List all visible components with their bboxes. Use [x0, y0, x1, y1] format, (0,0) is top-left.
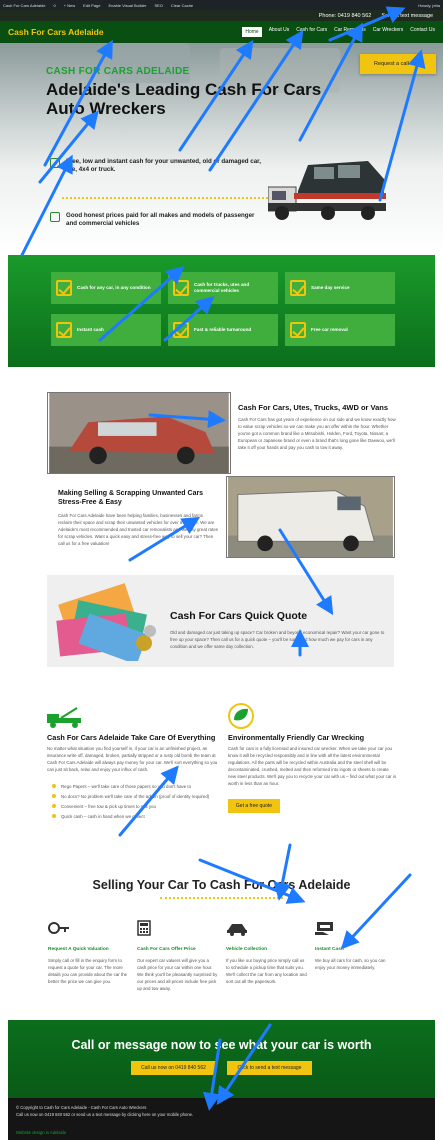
list-item: Convenient – free tow & pick up times to suit you [52, 803, 222, 810]
step-body: Simply call or fill in the enquiry form to request a quote for your car. The more details you can provide about the car the better the price we can give you. [48, 958, 128, 984]
tow-car-icon [226, 920, 250, 936]
step-body: Our expert car valuers will give you a cash price for your car within one hour. We think you'll be pleasantly surprised by our prices and all prices include free pick up and tow away. [137, 958, 218, 991]
cta-band [8, 1020, 435, 1098]
check-icon [173, 322, 189, 338]
step-body: If you like our buying price simply call us to schedule a pickup time that suits you. We'll collect the car from any location and sort out all the paperwork. [226, 958, 307, 984]
step-title: Cash For Cars Offer Price [137, 947, 196, 952]
quote-title: Cash For Cars Quick Quote [170, 610, 308, 622]
admin-howdy[interactable]: Howdy, jetta [418, 2, 440, 8]
step-column [48, 920, 130, 985]
quote-body: Old and damaged car just taking up space? Car broken and beyond economical repair? Want your car gone to free up your space? Then call us for a quick quote – you'll be surprised how much we pay for cars in any condition and we offer same day collection. [170, 630, 385, 649]
nav-cash-for-cars[interactable]: Cash for Cars [296, 27, 328, 33]
list-item: Rego Papers – we'll take care of those papers so you don't have to [52, 783, 222, 790]
phone-link[interactable]: Phone: 0419 840 562 [318, 12, 372, 19]
calculator-icon [137, 920, 151, 936]
step-title: Instant Cash [315, 947, 344, 952]
white-van-photo [226, 476, 395, 558]
care-list [52, 783, 222, 823]
step-title: Vehicle Collection [226, 947, 268, 952]
footer-credit-link[interactable]: Website design in Adelaide [16, 1130, 67, 1135]
dotted-divider [160, 897, 283, 899]
hero-bullet [50, 212, 265, 228]
wrecked-car-photo [47, 392, 231, 474]
key-icon [48, 920, 70, 936]
nav-contact[interactable]: Contact Us [410, 27, 435, 33]
hero-bullet-text: Good honest prices paid for all makes and models of passenger and commercial vehicles [66, 212, 255, 227]
sell-title: Selling Your Car To Cash For Cars Adelaide [92, 878, 351, 892]
hero-bullet-text: Free, low and instant cash for your unwanted, old or damaged car, ute, 4x4 or truck. [66, 158, 261, 173]
call-us-button[interactable]: Call us now on 0419 840 562 [131, 1061, 216, 1075]
top-contact-strip [0, 10, 443, 21]
thumbs-up-icon [50, 212, 60, 222]
wp-admin-bar [0, 0, 443, 10]
check-icon [173, 280, 189, 296]
eco-body: Cash for cars is a fully licensed and insured car wrecker. When we take your car you know it will be recycled responsibly and in line with all the latest environmental regulations. All the parts will be recycled within Australia and the steel shell will be decontaminated, crushed, melted and then reformed into ingots or sheets to create new steel products. We'll pay you to recycle your car with us – find out what your car is worth in less than an hour. [228, 746, 397, 786]
hero-bg-car [110, 43, 190, 83]
main-nav [0, 21, 443, 43]
admin-edit[interactable]: Edit Page [83, 2, 101, 8]
menu [242, 27, 435, 37]
nav-car-removals[interactable]: Car Removals [334, 27, 366, 33]
list-item: No docs? No problem we'll take care of the admin (proof of identity required) [52, 793, 222, 800]
hero-bullet [50, 158, 265, 174]
site-logo[interactable]: Cash For Cars Adelaide [8, 27, 104, 37]
section1-title: Cash For Cars, Utes, Trucks, 4WD or Vans [238, 403, 389, 412]
feature-card: Fast & reliable turnaround [168, 314, 278, 346]
text-message-link[interactable]: Send a text message [381, 12, 433, 19]
cash-hand-icon [315, 920, 337, 936]
get-free-quote-button[interactable]: Get a free quote [228, 799, 280, 813]
feature-card: Free car removal [285, 314, 395, 346]
step-column [137, 920, 219, 992]
send-text-button[interactable]: Click to send a text message [227, 1061, 312, 1075]
check-icon [290, 280, 306, 296]
check-icon [290, 322, 306, 338]
check-icon [56, 280, 72, 296]
section1-body: Cash For Cars has got years of experience on our side and we know exactly how to value scrap vehicles so we can make you an offer within the hour. Whether you've got a common brand like a Mitsubishi, Holden, Ford, Toyota, Nissan; a European or Japanese brand or even a brand that's long gone like Daewoo, we'll take it off your hands and pay you cash to tow it away. [238, 417, 396, 450]
eco-title: Environmentally Friendly Car Wrecking [228, 733, 365, 742]
request-callback-button[interactable]: Request a call back [360, 54, 436, 74]
feature-card: Cash for any car, in any condition [51, 272, 161, 304]
nav-car-wreckers[interactable]: Car Wreckers [372, 27, 404, 33]
section2-title: Making Selling & Scrapping Unwanted Cars Stress-Free & Easy [58, 490, 204, 506]
admin-cache[interactable]: Clear Cache [170, 2, 194, 8]
dotted-divider [62, 197, 272, 199]
tow-truck-image [268, 145, 388, 230]
cta-title: Call or message now to see what your car is worth [71, 1038, 372, 1052]
footer-copyright: © Copyright to Cash for Cars Adelaide - Cash For Cars Auto Wreckers [16, 1105, 147, 1110]
feature-card: Cash for trucks, utes and commercial vehicles [168, 272, 278, 304]
tow-truck-icon [47, 706, 83, 728]
section2-body: Cash For Cars Adelaide have been helping families, businesses and farms reclaim their space and scrap their unwanted vehicles for over a decade. We are Adelaide's most recommended and trusted car removalists and we pay great rates for scrap vehicles. Want a quick easy and stress-free way to sell your car? Then call us for a free valuation! [58, 513, 218, 546]
cash-notes-image [52, 583, 162, 661]
admin-builder[interactable]: Enable Visual Builder [108, 2, 147, 8]
step-title: Request A Quick Valuation [48, 947, 109, 952]
step-column [315, 920, 397, 971]
admin-comments[interactable]: 0 [53, 2, 56, 8]
hero-title: Adelaide's Leading Cash For Cars Auto Wreckers [46, 80, 322, 118]
care-title: Cash For Cars Adelaide Take Care Of Everything [47, 733, 216, 742]
check-icon [56, 322, 72, 338]
footer [8, 1098, 435, 1140]
admin-seo[interactable]: SEO [154, 2, 163, 8]
hero-kicker: CASH FOR CARS ADELAIDE [46, 66, 190, 77]
leaf-icon [228, 703, 254, 729]
list-item: Quick cash – cash in hand when we collect [52, 813, 222, 820]
feature-card: Instant cash [51, 314, 161, 346]
thumbs-up-icon [50, 158, 60, 168]
step-body: We buy all cars for cash, so you can enjoy your money immediately. [315, 958, 386, 970]
nav-about[interactable]: About Us [268, 27, 290, 33]
step-column [226, 920, 308, 985]
nav-home[interactable]: Home [242, 27, 261, 37]
care-body: No matter what situation you find yourself in, if your car is an unfinished project, an insurance write off, damaged, broken, partially stripped or a rusty old bomb the team at Cash For Cars Adelaide will always pay money for your car. We'll sort everything so you can just sit back, relax and enjoy your influx of cash. [47, 746, 218, 772]
feature-card: Same day service [285, 272, 395, 304]
footer-contact-line[interactable]: Call us now on 0419 840 562 or send us a text message by clicking here on your mobile phone. [16, 1112, 194, 1117]
admin-new[interactable]: + New [63, 2, 76, 8]
admin-site-link[interactable]: Cash For Cars Adelaide [3, 2, 46, 8]
